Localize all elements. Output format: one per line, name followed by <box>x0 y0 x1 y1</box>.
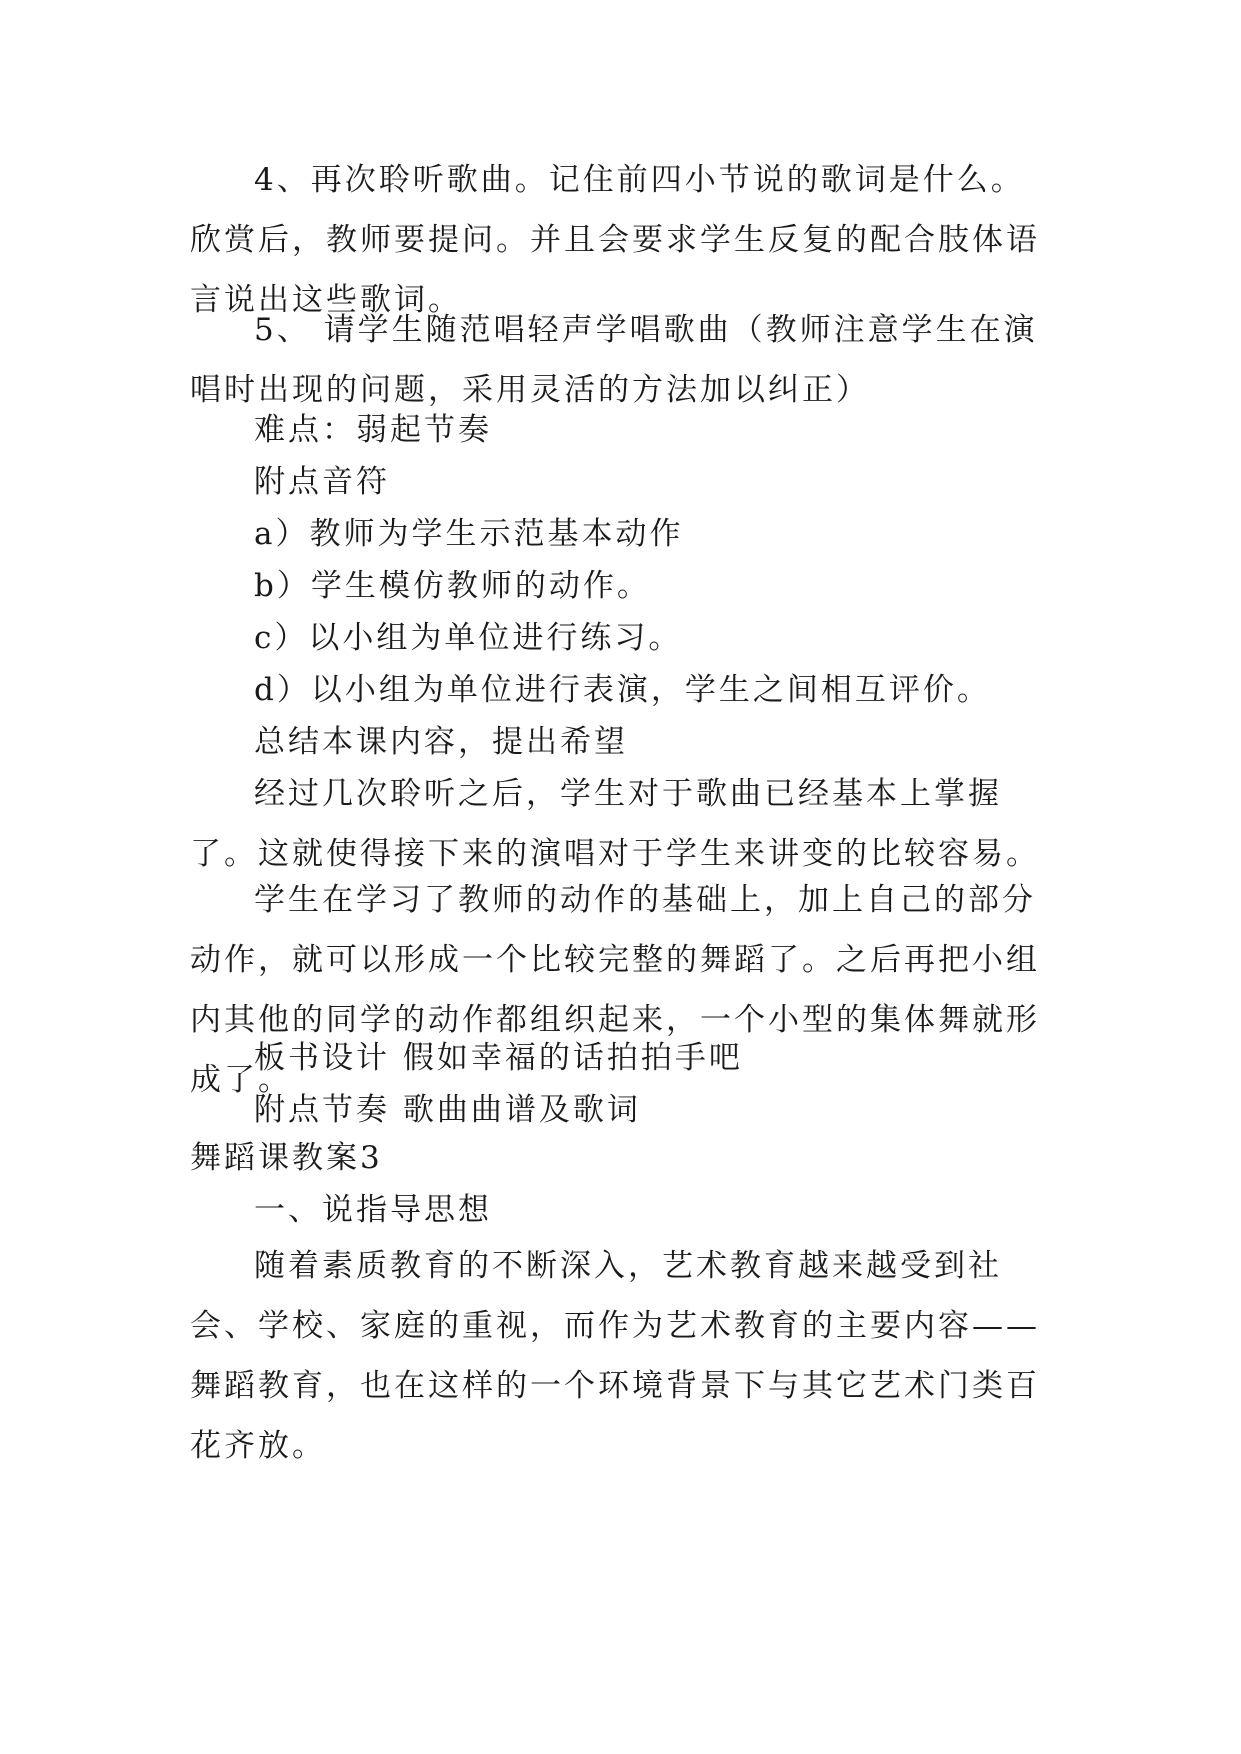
paragraph-dance-formation: 学生在学习了教师的动作的基础上，加上自己的部分动作，就可以形成一个比较完整的舞蹈了。之后再把小组内其他的同学的动作都组织起来，一个小型的集体舞就形成了。 <box>190 882 1040 1098</box>
paragraph-quality-education: 随着素质教育的不断深入，艺术教育越来越受到社会、学校、家庭的重视，而作为艺术教育的主要内容——舞蹈教育，也在这样的一个环境背景下与其它艺术门类百花齐放。 <box>190 1248 1040 1464</box>
paragraph-difficulty: 难点：弱起节奏 <box>254 412 492 448</box>
section-subtitle: 一、说指导思想 <box>254 1192 492 1228</box>
paragraph-summary: 总结本课内容，提出希望 <box>254 724 628 760</box>
paragraph-step-a: a）教师为学生示范基本动作 <box>254 516 684 552</box>
paragraph-rhythm-score: 附点节奏 歌曲曲谱及歌词 <box>254 1092 641 1128</box>
paragraph-step-d: d）以小组为单位进行表演，学生之间相互评价。 <box>254 672 991 708</box>
paragraph-learn-singing: 5、 请学生随范唱轻声学唱歌曲（教师注意学生在演唱时出现的问题，采用灵活的方法加以纠正） <box>190 312 1038 408</box>
section-title: 舞蹈课教案3 <box>190 1140 383 1176</box>
paragraph-board-design: 板书设计 假如幸福的话拍拍手吧 <box>254 1040 743 1076</box>
paragraph-dotted-notes: 附点音符 <box>254 464 390 500</box>
paragraph-listen-again: 4、再次聆听歌曲。记住前四小节说的歌词是什么。欣赏后，教师要提问。并且会要求学生反复的配合肢体语言说出这些歌词。 <box>190 162 1040 318</box>
paragraph-step-c: c）以小组为单位进行练习。 <box>254 620 683 656</box>
paragraph-step-b: b）学生模仿教师的动作。 <box>254 568 651 604</box>
paragraph-after-listening: 经过几次聆听之后，学生对于歌曲已经基本上掌握了。这就使得接下来的演唱对于学生来讲变的比较容易。 <box>190 776 1040 872</box>
